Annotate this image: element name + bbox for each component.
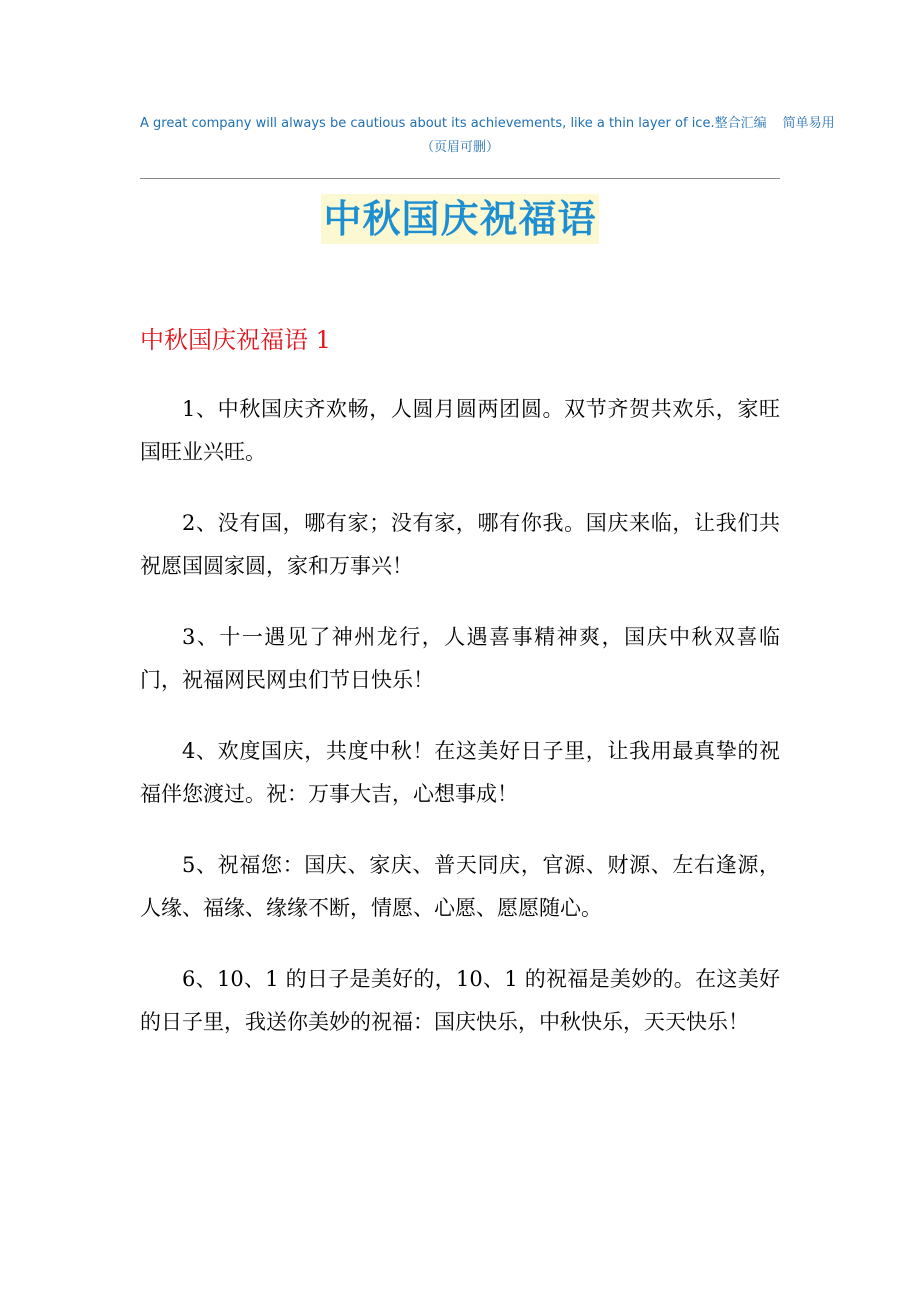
blessing-paragraph-6: 6、10、1 的日子是美好的，10、1 的祝福是美妙的。在这美好的日子里，我送你美妙的祝福：国庆快乐，中秋快乐，天天快乐！ <box>140 967 780 1034</box>
header-tag-compiled: 整合汇编 <box>714 116 767 131</box>
blessing-paragraph-1: 1、中秋国庆齐欢畅，人圆月圆两团圆。双节齐贺共欢乐，家旺国旺业兴旺。 <box>140 397 780 464</box>
document-title: 中秋国庆祝福语 <box>321 194 598 244</box>
header-tag-easy: 简单易用 <box>782 116 835 131</box>
header-divider <box>140 178 780 179</box>
section-heading: 中秋国庆祝福语 1 <box>140 326 331 354</box>
blessing-paragraph-5: 5、祝福您：国庆、家庆、普天同庆，官源、财源、左右逢源，人缘、福缘、缘缘不断，情愿、心愿、愿愿随心。 <box>140 853 780 920</box>
header-line <box>140 112 835 136</box>
blessing-paragraph-2: 2、没有国，哪有家；没有家，哪有你我。国庆来临，让我们共祝愿国圆家圆，家和万事兴！ <box>140 511 780 578</box>
header-tagline: A great company will always be cautious about its achievements, like a thin layer of ice. <box>140 116 715 131</box>
header-note: （页眉可删） <box>420 140 499 155</box>
blessing-paragraph-3: 3、十一遇见了神州龙行，人遇喜事精神爽，国庆中秋双喜临门，祝福网民网虫们节日快乐！ <box>140 625 780 692</box>
blessing-paragraph-4: 4、欢度国庆，共度中秋！在这美好日子里，让我用最真挚的祝福伴您渡过。祝：万事大吉，心想事成！ <box>140 739 780 806</box>
document-body <box>140 388 780 1072</box>
title-container <box>0 194 920 244</box>
page-header <box>140 112 835 160</box>
